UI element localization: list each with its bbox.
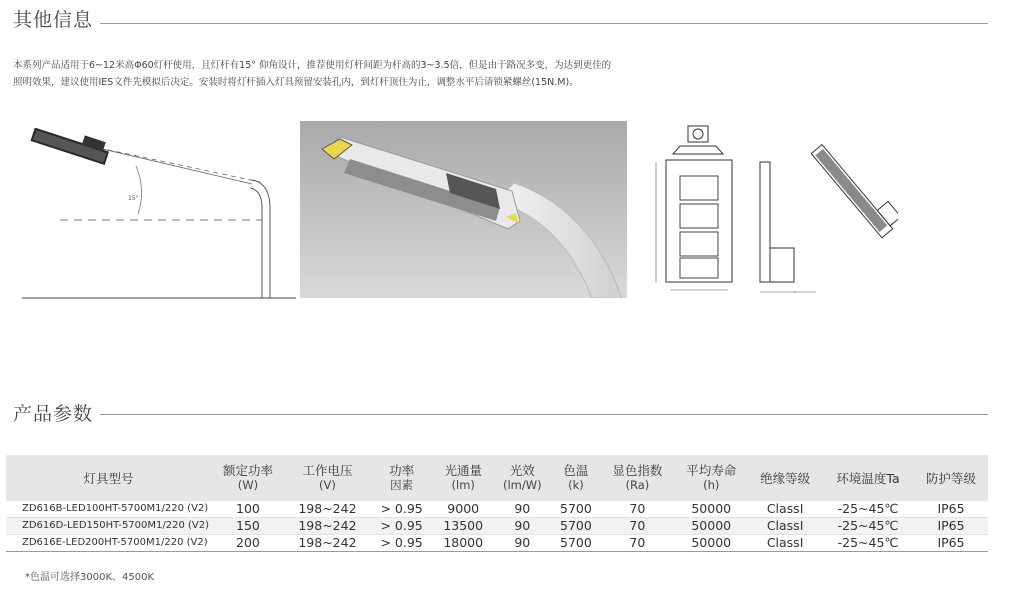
cell-ip-rating: IP65 [914,518,988,535]
cell-cct: 5700 [551,535,600,552]
header-cri: 显色指数 (Ra) [600,455,674,501]
cell-cri: 70 [600,535,674,552]
color-temperature-note: *色温可选择3000K、4500K [25,572,155,583]
cell-insulation: ClassI [748,518,822,535]
cell-power-factor: > 0.95 [370,518,433,535]
cell-cct: 5700 [551,501,600,518]
table-row [6,518,988,535]
cell-luminous-flux: 13500 [433,518,493,535]
installation-description [13,57,773,91]
product-parameter-table [6,455,988,552]
header-ambient-temp: 环境温度Ta [822,455,914,501]
header-efficacy: 光效 (lm/W) [493,455,551,501]
cell-power-factor: > 0.95 [370,535,433,552]
cell-power: 150 [211,518,285,535]
cell-power: 200 [211,535,285,552]
cell-model: ZD616B-LED100HT-5700M1/220 (V2) [6,501,211,518]
section-divider [100,414,988,415]
cell-lifetime: 50000 [674,518,748,535]
cell-voltage: 198~242 [285,501,370,518]
cell-lifetime: 50000 [674,535,748,552]
product-photo [300,121,627,298]
table-header-row [6,455,988,501]
header-voltage: 工作电压 (V) [285,455,370,501]
installation-angle-diagram [20,128,300,300]
section-title-other-info: 其他信息 [13,9,94,31]
cell-model: ZD616E-LED200HT-5700M1/220 (V2) [6,535,211,552]
angle-label: 15° [128,195,139,202]
cell-voltage: 198~242 [285,518,370,535]
cell-luminous-flux: 9000 [433,501,493,518]
cell-ambient-temp: -25~45℃ [822,535,914,552]
table-row [6,535,988,552]
header-power: 额定功率 (W) [211,455,285,501]
description-line-1: 本系列产品适用于6~12米高Φ60灯杆使用，且灯杆有15° 仰角设计，推荐使用灯杆间距为杆高的3~3.5倍，但是由于路况多变，为达到更佳的 [13,60,612,71]
section-title-product-params: 产品参数 [13,403,94,425]
cell-luminous-flux: 18000 [433,535,493,552]
description-line-2: 照明效果，建议使用IES文件先模拟后决定。安装时将灯杆插入灯具预留安装孔内，到灯杆顶住为止，调整水平后请锁紧螺丝(15N.M)。 [13,77,579,88]
cell-cri: 70 [600,501,674,518]
cell-cri: 70 [600,518,674,535]
cell-cct: 5700 [551,518,600,535]
cell-voltage: 198~242 [285,535,370,552]
cell-insulation: ClassI [748,535,822,552]
cell-lifetime: 50000 [674,501,748,518]
header-power-factor: 功率 因素 [370,455,433,501]
cell-ip-rating: IP65 [914,501,988,518]
cell-power: 100 [211,501,285,518]
cell-efficacy: 90 [493,535,551,552]
cell-power-factor: > 0.95 [370,501,433,518]
section-divider [100,23,988,24]
cell-ambient-temp: -25~45℃ [822,501,914,518]
header-ip-rating: 防护等级 [914,455,988,501]
cell-efficacy: 90 [493,501,551,518]
cell-insulation: ClassI [748,501,822,518]
table-row [6,501,988,518]
cell-efficacy: 90 [493,518,551,535]
header-model: 灯具型号 [6,455,211,501]
header-cct: 色温 (k) [551,455,600,501]
technical-drawing [648,118,898,298]
cell-ip-rating: IP65 [914,535,988,552]
header-lifetime: 平均寿命 (h) [674,455,748,501]
header-insulation: 绝缘等级 [748,455,822,501]
cell-model: ZD616D-LED150HT-5700M1/220 (V2) [6,518,211,535]
header-luminous-flux: 光通量 (lm) [433,455,493,501]
cell-ambient-temp: -25~45℃ [822,518,914,535]
